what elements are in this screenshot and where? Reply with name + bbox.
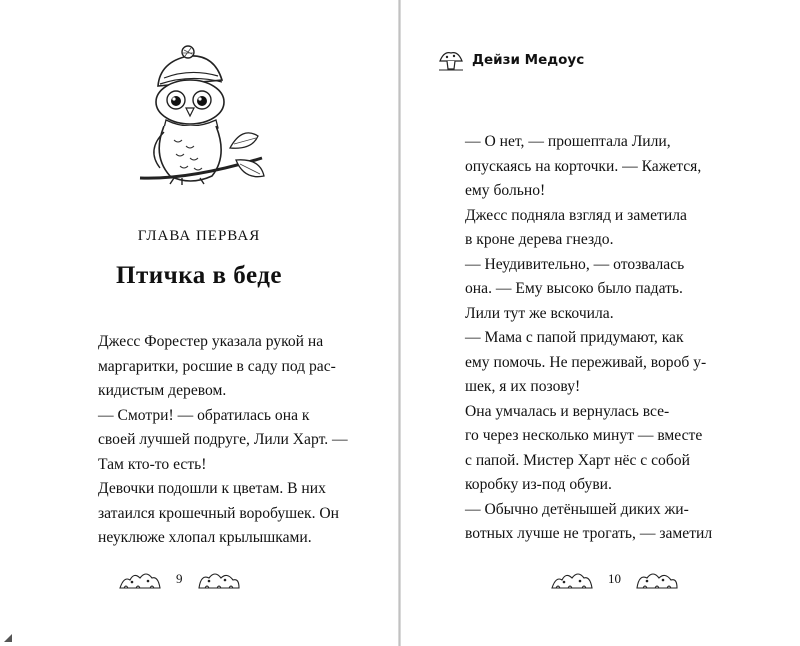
animal-vignette-icon — [197, 568, 241, 590]
animal-vignette-icon — [550, 568, 594, 590]
text-line: ему больно! — [465, 182, 546, 199]
text-line: неуклюже хлопал крылышками. — [98, 529, 312, 546]
text-line: маргаритки, росшие в саду под рас- — [98, 357, 336, 375]
owl-illustration — [130, 40, 270, 190]
corner-mark-icon — [4, 634, 12, 642]
text-line: — Обычно детёнышей диких жи- — [465, 500, 689, 518]
mushroom-icon — [438, 49, 464, 71]
text-line: Джесс Форестер указала рукой на — [98, 333, 324, 350]
left-folio — [118, 566, 241, 592]
text-line: Она умчалась и вернулась все- — [465, 402, 670, 420]
text-line: Джесс подняла взгляд и заметила — [465, 206, 687, 224]
text-line: коробку из-под обуви. — [465, 476, 612, 493]
text-line: своей лучшей подруге, Лили Харт. — — [98, 431, 348, 448]
text-line: ему помочь. Не переживай, вороб у- — [465, 353, 707, 371]
text-line: затаился крошечный воробушек. Он — [98, 504, 340, 522]
left-page-text — [98, 330, 358, 551]
text-line: Там кто-то есть! — [98, 455, 207, 473]
chapter-label: ГЛАВА ПЕРВАЯ — [137, 228, 261, 244]
text-line: — Мама с папой придумают, как — [465, 329, 684, 346]
text-line: шек, я их позову! — [465, 378, 581, 395]
animal-vignette-icon — [118, 568, 162, 590]
text-line: — Смотри! — обратилась она к — [98, 406, 310, 424]
text-line: Девочки подошли к цветам. В них — [98, 480, 326, 497]
text-line: с папой. Мистер Харт нёс с собой — [465, 451, 690, 469]
left-page — [0, 0, 398, 646]
text-line: вотных лучше не трогать, — заметил — [465, 525, 713, 542]
text-line: — Неудивительно, — отозвалась — [465, 255, 685, 273]
page-number: 9 — [176, 571, 183, 586]
text-line: опускаясь на корточки. — Кажется, — [465, 157, 702, 175]
page-number: 10 — [608, 571, 621, 586]
text-line: в кроне дерева гнездо. — [465, 231, 614, 248]
author-name: Дейзи Медоус — [472, 52, 585, 68]
text-line: она. — Ему высоко было падать. — [465, 280, 683, 297]
running-header — [438, 48, 584, 72]
text-line: го через несколько минут — вместе — [465, 427, 703, 444]
right-folio — [550, 566, 679, 592]
chapter-title: Птичка в беде — [116, 262, 282, 289]
text-line: кидистым деревом. — [98, 382, 227, 399]
text-line: — О нет, — прошептала Лили, — [465, 133, 671, 150]
right-page-text — [465, 130, 755, 547]
animal-vignette-icon — [635, 568, 679, 590]
text-line: Лили тут же вскочила. — [465, 304, 614, 322]
